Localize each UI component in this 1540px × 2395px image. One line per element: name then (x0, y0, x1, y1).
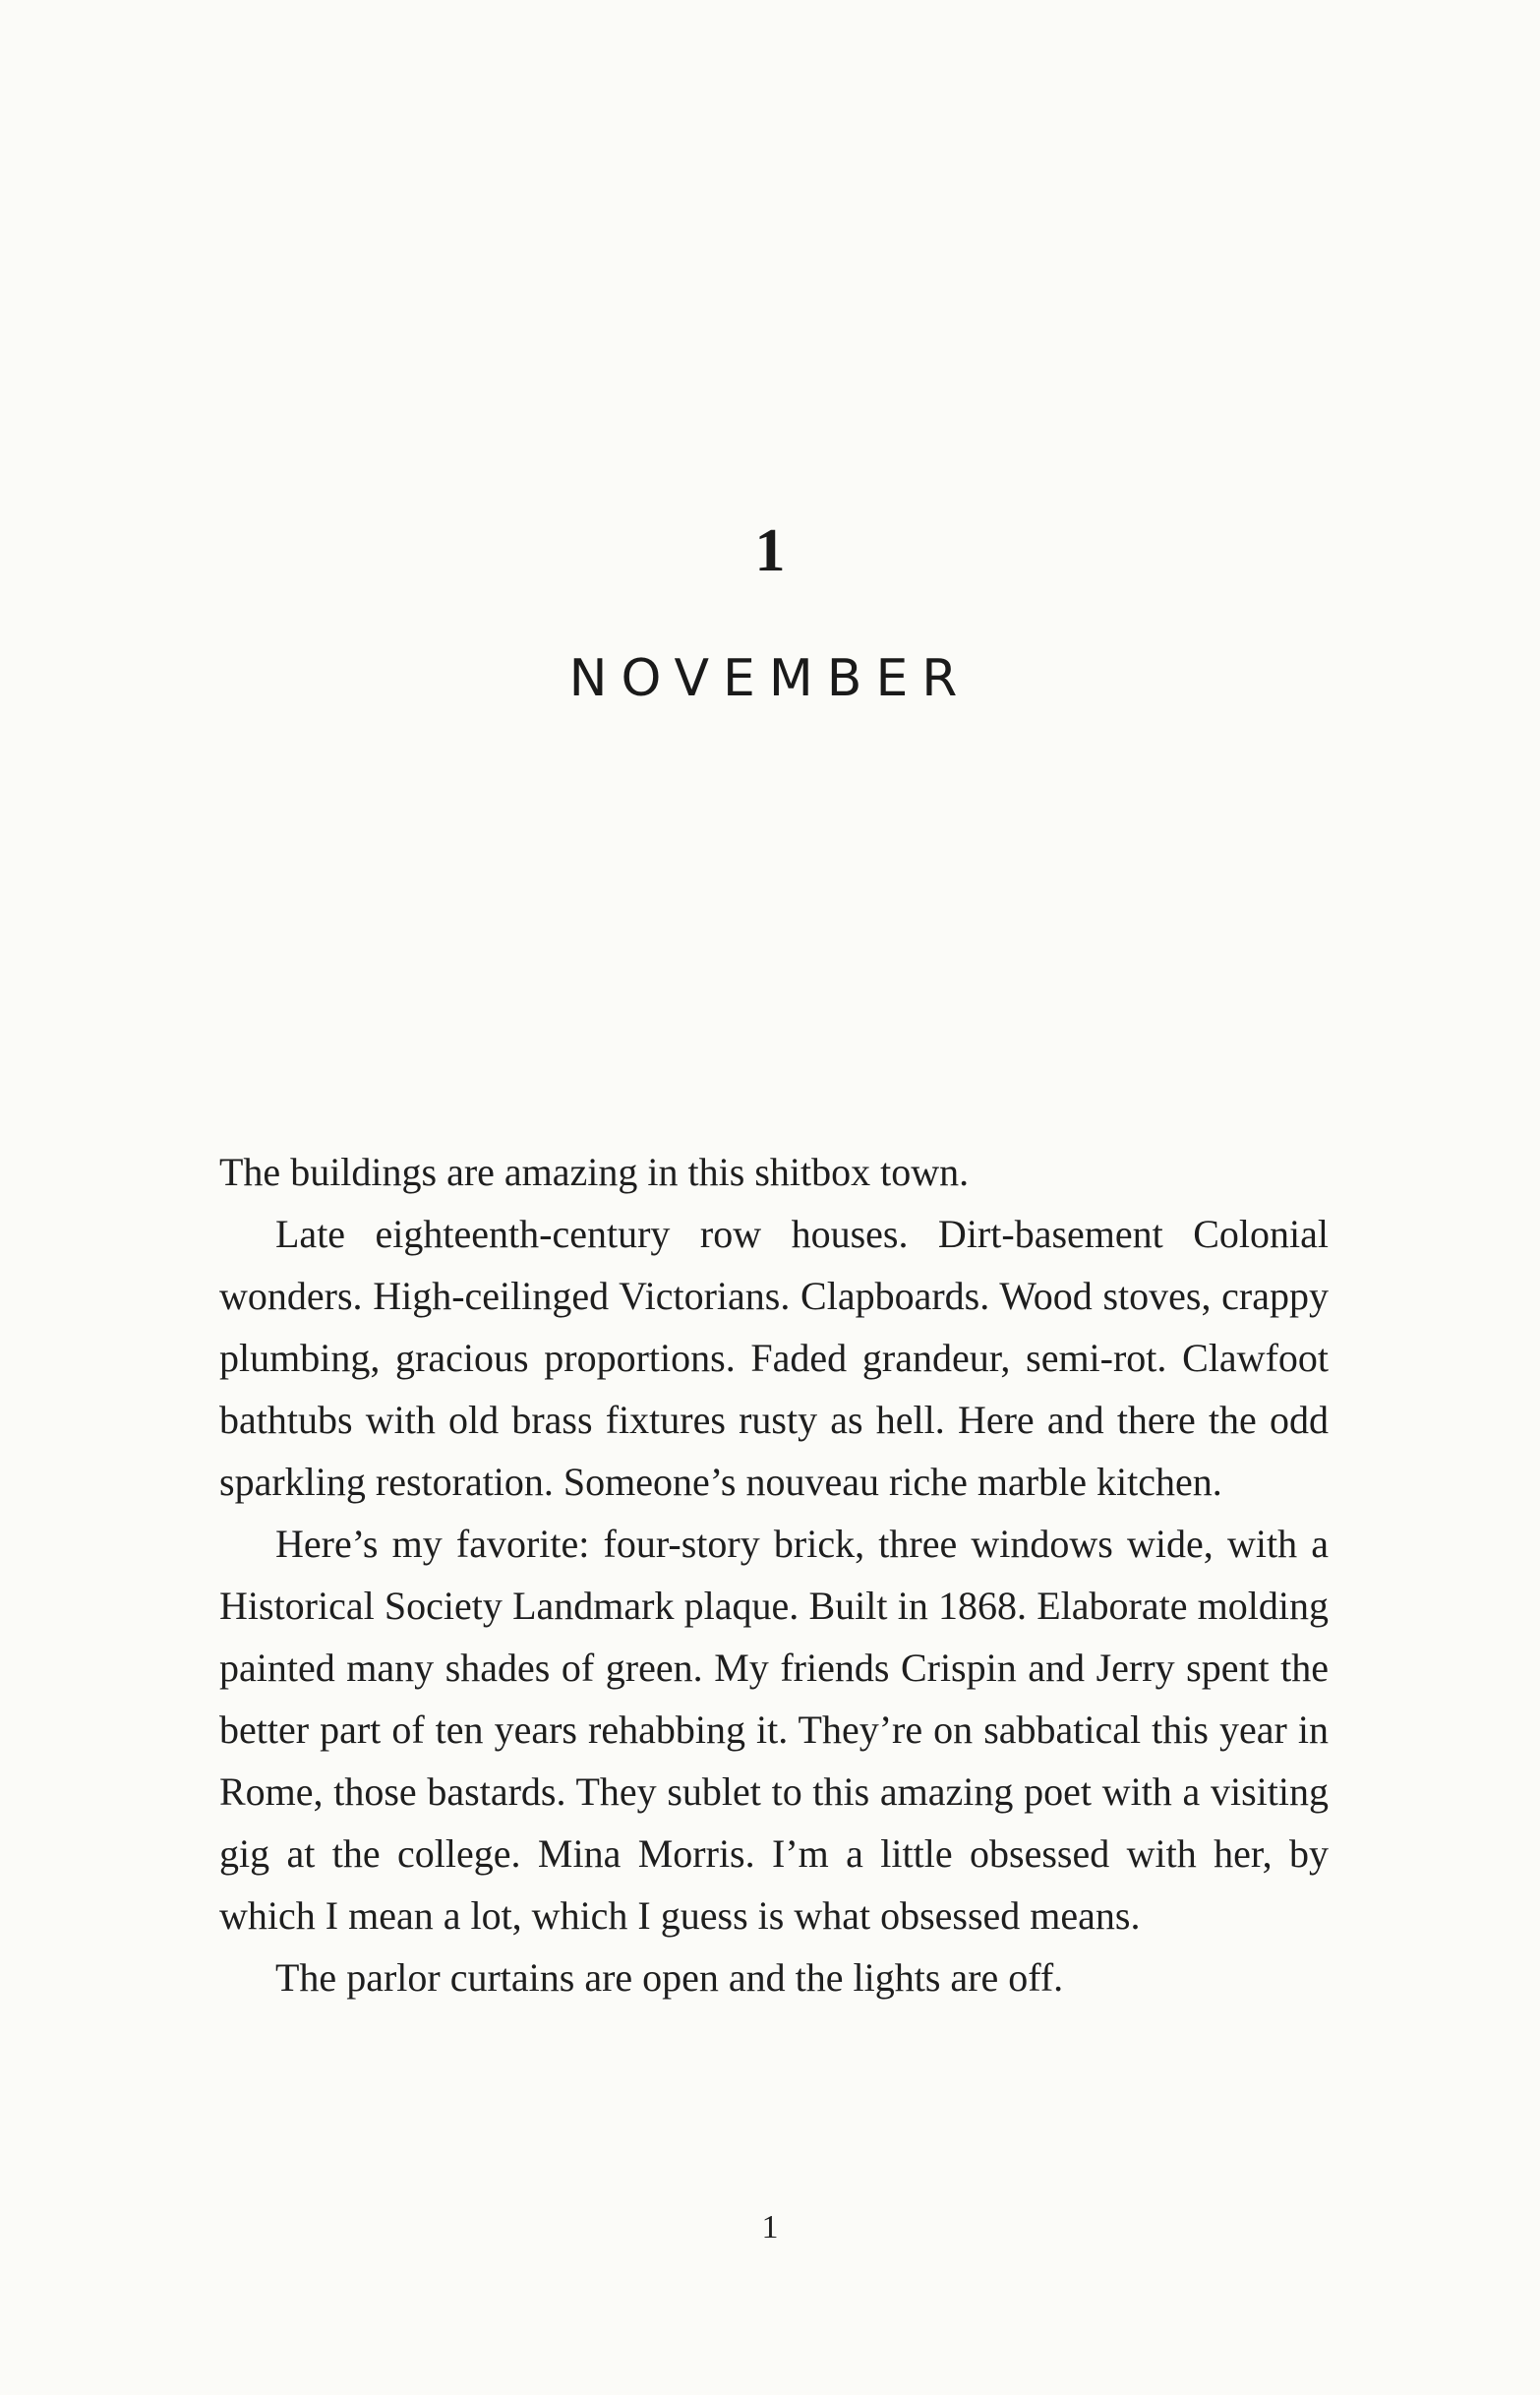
chapter-number: 1 (754, 517, 786, 584)
page-number: 1 (761, 2209, 779, 2245)
paragraph: The parlor curtains are open and the lights are off. (275, 1955, 1064, 2000)
paragraph: The buildings are amazing in this shitbox town. (219, 1150, 970, 1194)
paragraph: Here’s my favorite: four-story brick, three windows wide, with a Historical Society Landmark plaque. Built in 1868. Elaborate molding painted many shades of green. My friends Crispin and Jerry spent the better part of ten years rehabbing it. They’re on sabbatical this year in Rome, those bastards. They sublet to this amazing poet with a visiting gig at the college. Mina Morris. I’m a little obsessed with her, by which I mean a lot, which I guess is what obsessed means. (219, 1522, 1329, 1938)
chapter-body (219, 1141, 1329, 2008)
chapter-title: NOVEMBER (568, 649, 972, 708)
paragraph: Late eighteenth-century row houses. Dirt-basement Colonial wonders. High-ceilinged Victorians. Clapboards. Wood stoves, crappy plumbing, gracious proportions. Faded grandeur, semi-rot. Clawfoot bathtubs with old brass fixtures rusty as hell. Here and there the odd sparkling restoration. Someone’s nouveau riche marble kitchen. (219, 1212, 1329, 1504)
